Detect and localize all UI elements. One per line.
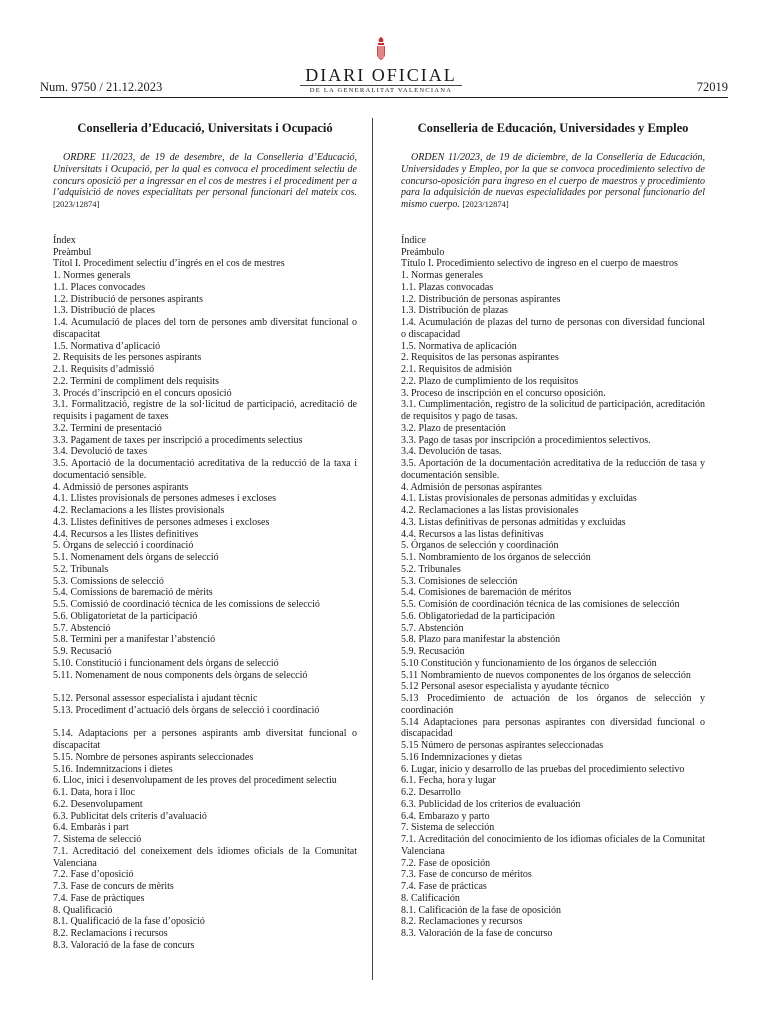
toc-entry: 5.12 Personal asesor especialista y ayudante técnico bbox=[401, 681, 609, 693]
toc-entry: 4.4. Recursos a les llistes definitives bbox=[53, 528, 199, 540]
toc-entry: 6.2. Desenvolupament bbox=[53, 798, 143, 810]
order-reference: [2023/12874] bbox=[462, 199, 509, 209]
header-rule bbox=[40, 97, 728, 98]
toc-entry: 6.3. Publicitat dels criteris d’avaluació bbox=[53, 810, 207, 822]
toc-entry: 6.2. Desarrollo bbox=[401, 787, 461, 798]
toc-entry: 6.1. Data, hora i lloc bbox=[53, 787, 135, 798]
toc-entry: Título I. Procedimiento selectivo de ingreso en el cuerpo de maestros bbox=[401, 258, 678, 270]
toc-entry: 2.2. Termini de compliment dels requisits bbox=[53, 375, 220, 387]
toc-entry: 5.8. Plazo para manifestar la abstención bbox=[401, 634, 561, 646]
toc-entry: 5.13 Procedimiento de actuación de los órganos de selección y coordinación bbox=[401, 693, 705, 716]
toc-entry: Preámbulo bbox=[401, 246, 445, 258]
toc-entry: 6.4. Embaràs i part bbox=[53, 822, 129, 834]
masthead bbox=[300, 36, 462, 94]
toc-entry: 6. Lugar, inicio y desarrollo de las pruebas del procedimiento selectivo bbox=[401, 763, 685, 775]
toc-entry: 5.4. Comissions de baremació de mèrits bbox=[53, 587, 213, 599]
toc-entry: 7.4. Fase de pràctiques bbox=[53, 892, 145, 904]
toc-entry: 1.5. Normativa d’aplicació bbox=[53, 340, 161, 352]
toc-entry: 4. Admissió de persones aspirants bbox=[53, 481, 189, 493]
toc-entry: 3.5. Aportación de la documentación acreditativa de la reducción de tasa y documentación sensible. bbox=[401, 458, 705, 481]
toc-entry: 1.1. Places convocades bbox=[53, 281, 146, 293]
toc-entry: 6.3. Publicidad de los criterios de evaluación bbox=[401, 798, 581, 810]
toc-entry: 7.2. Fase d’oposició bbox=[53, 869, 134, 881]
toc-entry: 5.2. Tribunales bbox=[401, 563, 461, 575]
toc-entry: 5.9. Recusación bbox=[401, 646, 465, 657]
toc-entry: 5.1. Nomenament dels òrgans de selecció bbox=[53, 552, 219, 563]
toc-entry: 5.12. Personal assessor especialista i ajudant tècnic bbox=[53, 693, 258, 704]
toc-entry: 5.1. Nombramiento de los órganos de selección bbox=[401, 552, 591, 563]
toc-entry: 4.1. Listas provisionales de personas admitidas y excluidas bbox=[401, 493, 637, 505]
toc-entry: 5.5. Comisión de coordinación técnica de las comisiones de selección bbox=[401, 599, 680, 610]
toc-entry: 5.14 Adaptaciones para personas aspirantes con diversidad funcional o discapacidad bbox=[401, 716, 705, 740]
toc-entry: 5.5. Comissió de coordinació tècnica de les comissions de selecció bbox=[53, 599, 320, 610]
toc-entry: 8.2. Reclamacions i recursos bbox=[53, 928, 168, 939]
toc-entry: 3.5. Aportació de la documentació acreditativa de la reducció de la taxa i documentació sensible. bbox=[53, 458, 357, 481]
toc-entry: 7.3. Fase de concurso de méritos bbox=[401, 869, 532, 881]
toc-entry: 8. Qualificació bbox=[53, 904, 113, 916]
toc-entry: 5.16. Indemnitzacions i dietes bbox=[53, 763, 173, 775]
toc-entry: Preàmbul bbox=[53, 246, 92, 258]
toc-entry: 8.2. Reclamaciones y recursos bbox=[401, 916, 523, 928]
toc-entry: 2. Requisitos de las personas aspirantes bbox=[401, 352, 559, 364]
toc-entry: 8.3. Valoración de la fase de concurso bbox=[401, 928, 553, 939]
toc-entry: 3. Proceso de inscripción en el concurso oposición. bbox=[401, 387, 606, 399]
table-of-contents bbox=[401, 235, 705, 940]
table-of-contents bbox=[53, 235, 357, 952]
toc-entry: 5. Òrgans de selecció i coordinació bbox=[53, 540, 194, 552]
coat-of-arms-icon bbox=[373, 36, 389, 62]
toc-entry: 5.4. Comisiones de baremación de méritos bbox=[401, 587, 572, 599]
toc-entry: 1.2. Distribución de personas aspirantes bbox=[401, 293, 561, 305]
toc-entry: 1.1. Plazas convocadas bbox=[401, 281, 494, 293]
toc-entry: 5.6. Obligatorietat de la participació bbox=[53, 610, 198, 622]
toc-entry: 5.6. Obligatoriedad de la participación bbox=[401, 610, 555, 622]
order-summary: ORDEN 11/2023, de 19 de diciembre, de la Conselleria de Educación, Universidades y Empleo, por la que se convoca procedimiento selectivo de concurso-oposición para ingreso en el cuerpo de maestros y procedimiento para la adquisición de nuevas especialidades por personal funcionario del mismo cuerpo. [2023/12874] bbox=[401, 152, 705, 210]
toc-entry: 5.10 Constitución y funcionamiento de los órganos de selección bbox=[401, 657, 657, 669]
toc-entry: 7.1. Acreditació del coneixement dels idiomes oficials de la Comunitat Valenciana bbox=[53, 845, 357, 869]
toc-entry: 5.14. Adaptacions per a persones aspirants amb diversitat funcional o discapacitat bbox=[53, 728, 357, 751]
toc-entry: 3.4. Devolución de tasas. bbox=[401, 446, 502, 458]
toc-entry: 1.3. Distribución de plazas bbox=[401, 305, 508, 317]
toc-entry: 7.3. Fase de concurs de mèrits bbox=[53, 881, 174, 892]
toc-entry: 4. Admisión de personas aspirantes bbox=[401, 481, 542, 493]
toc-entry: 5.13. Procediment d’actuació dels òrgans de selecció i coordinació bbox=[53, 704, 320, 716]
toc-entry: 4.3. Listas definitivas de personas admitidas y excluidas bbox=[401, 516, 626, 528]
toc-entry: 2. Requisits de les persones aspirants bbox=[53, 352, 202, 364]
toc-entry: 5.11. Nomenament de nous components dels òrgans de selecció bbox=[53, 669, 308, 681]
toc-entry: 7.2. Fase de oposición bbox=[401, 857, 491, 869]
toc-entry: 8.1. Qualificació de la fase d’oposició bbox=[53, 916, 205, 928]
toc-entry: 2.2. Plazo de cumplimiento de los requisitos bbox=[401, 375, 579, 387]
toc-entry: 4.1. Llistes provisionals de persones admeses i excloses bbox=[53, 493, 277, 505]
order-reference: [2023/12874] bbox=[53, 199, 100, 209]
toc-entry: 6.1. Fecha, hora y lugar bbox=[401, 775, 496, 787]
toc-entry: 5.8. Termini per a manifestar l’abstenció bbox=[53, 634, 216, 646]
toc-entry: 3.2. Plazo de presentación bbox=[401, 422, 506, 434]
toc-entry: 7. Sistema de selecció bbox=[53, 834, 142, 845]
toc-entry: 5.2. Tribunals bbox=[53, 563, 109, 575]
toc-entry: 1. Normas generales bbox=[401, 270, 483, 281]
toc-entry: 1.4. Acumulació de places del torn de persones amb diversitat funcional o discapacitat bbox=[53, 317, 357, 340]
toc-entry: 3.4. Devolució de taxes bbox=[53, 446, 148, 458]
spanish-column bbox=[401, 118, 705, 940]
masthead-title: DIARI OFICIAL bbox=[305, 65, 457, 85]
toc-entry: 5.16 Indemnizaciones y dietas bbox=[401, 751, 523, 763]
masthead-subtitle: DE LA GENERALITAT VALENCIANA bbox=[300, 85, 462, 94]
toc-entry: 5. Órganos de selección y coordinación bbox=[401, 540, 559, 552]
toc-entry: Índice bbox=[401, 234, 426, 246]
toc-entry: 3.2. Termini de presentació bbox=[53, 422, 162, 434]
toc-entry: 3.1. Cumplimentación, registro de la solicitud de participación, acreditación de requisitos y pago de tasas. bbox=[401, 399, 705, 422]
valencian-column bbox=[53, 118, 357, 952]
toc-entry: 5.9. Recusació bbox=[53, 646, 112, 657]
toc-entry: 1.5. Normativa de aplicación bbox=[401, 340, 517, 352]
toc-entry: 5.7. Abstenció bbox=[53, 622, 111, 634]
toc-entry: 3.1. Formalització, registre de la sol·licitud de participació, acreditació de requisits i pagament de taxes bbox=[53, 399, 357, 422]
toc-entry: 1.4. Acumulación de plazas del turno de personas con diversidad funcional o discapacidad bbox=[401, 317, 705, 340]
toc-entry: 3. Procés d’inscripció en el concurs oposició bbox=[53, 387, 232, 399]
toc-entry: 5.15. Nombre de persones aspirants seleccionades bbox=[53, 751, 254, 763]
department-heading: Conselleria d’Educació, Universitats i Ocupació bbox=[77, 121, 333, 135]
order-summary: ORDRE 11/2023, de 19 de desembre, de la Conselleria d’Educació, Universitats i Ocupació, per la qual es convoca el procediment selectiu de concurs oposició per a ingressar en el cos de mestres i el procediment per a l’adquisició de noves especialitats per personal funcionari del mateix cos. [2023/12874] bbox=[53, 152, 357, 209]
toc-entry: 5.3. Comisiones de selección bbox=[401, 575, 518, 587]
issue-number-date: Num. 9750 / 21.12.2023 bbox=[40, 80, 163, 94]
toc-entry: 7.4. Fase de prácticas bbox=[401, 881, 487, 892]
toc-entry: 8.1. Calificación de la fase de oposición bbox=[401, 904, 561, 916]
toc-entry: 5.10. Constitució i funcionament dels òrgans de selecció bbox=[53, 657, 279, 669]
toc-entry: 8.3. Valoració de la fase de concurs bbox=[53, 939, 195, 951]
toc-entry: 7. Sistema de selección bbox=[401, 822, 495, 834]
toc-entry: 4.4. Recursos a las listas definitivas bbox=[401, 528, 544, 540]
page-number: 72019 bbox=[696, 80, 728, 94]
toc-entry: 6.4. Embarazo y parto bbox=[401, 810, 490, 822]
toc-entry: Índex bbox=[53, 234, 76, 246]
department-heading: Conselleria de Educación, Universidades y Empleo bbox=[417, 121, 689, 135]
toc-entry: 4.2. Reclamaciones a las listas provisionales bbox=[401, 505, 579, 516]
toc-entry: 2.1. Requisits d’admissió bbox=[53, 364, 155, 375]
toc-entry: 7.1. Acreditación del conocimiento de los idiomas oficiales de la Comunitat Valenciana bbox=[401, 834, 705, 857]
toc-entry: 2.1. Requisitos de admisión bbox=[401, 364, 512, 375]
toc-entry: 1. Normes generals bbox=[53, 270, 131, 281]
toc-entry: 5.7. Abstención bbox=[401, 622, 464, 634]
toc-entry: 1.3. Distribució de places bbox=[53, 305, 155, 317]
toc-entry: 3.3. Pago de tasas por inscripción a procedimientos selectivos. bbox=[401, 434, 651, 446]
toc-entry: 4.3. Llistes definitives de persones admeses i excloses bbox=[53, 516, 270, 528]
toc-entry: 5.11 Nombramiento de nuevos componentes de los órganos de selección bbox=[401, 669, 691, 681]
toc-entry: 3.3. Pagament de taxes per inscripció a procediments selectius bbox=[53, 434, 303, 446]
column-divider bbox=[372, 118, 373, 980]
toc-entry: 8. Calificación bbox=[401, 892, 460, 904]
toc-entry: Títol I. Procediment selectiu d’ingrés en el cos de mestres bbox=[53, 258, 285, 270]
toc-entry: 5.15 Número de personas aspirantes seleccionadas bbox=[401, 740, 604, 751]
toc-entry: 6. Lloc, inici i desenvolupament de les proves del procediment selectiu bbox=[53, 775, 337, 787]
toc-entry: 1.2. Distribució de persones aspirants bbox=[53, 293, 203, 305]
toc-entry: 4.2. Reclamacions a les llistes provisionals bbox=[53, 505, 225, 516]
toc-entry: 5.3. Comissions de selecció bbox=[53, 575, 164, 587]
